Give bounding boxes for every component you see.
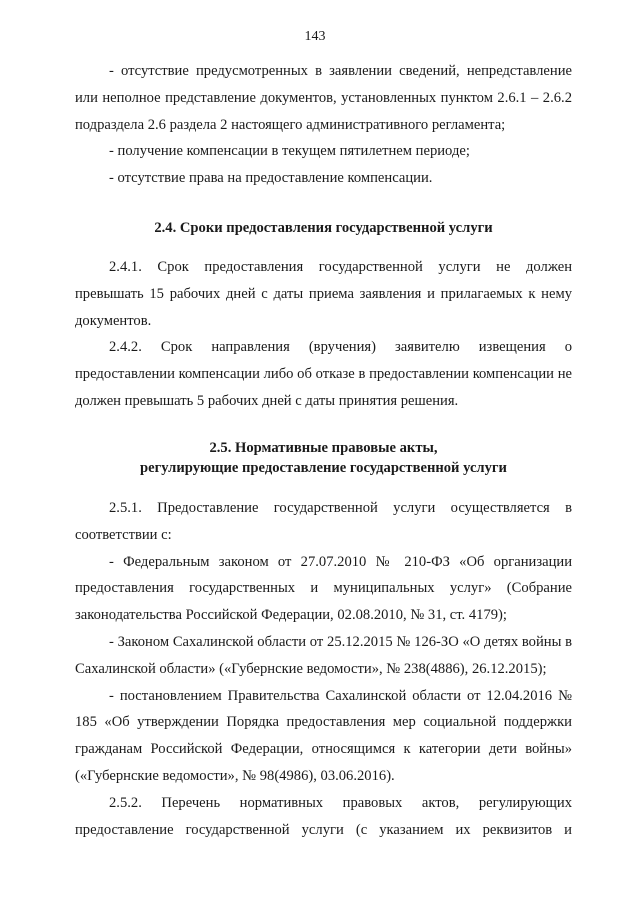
paragraph: - постановлением Правительства Сахалинской области от 12.04.2016 № 185 «Об утверждении Порядка предоставления мер социальной поддержки гражданам Российской Федерации, относящимся к категории дети войны» («Губернские ведомости», № 98(4986), 03.06.2016).: [75, 687, 572, 784]
paragraph: 2.4.2. Срок направления (вручения) заявителю извещения о предоставлении компенсации либо об отказе в предоставлении компенсации не должен превышать 5 рабочих дней с даты принятия решения.: [75, 339, 572, 409]
paragraph: 2.5.1. Предоставление государственной услуги осуществляется в соответствии с:: [75, 500, 572, 543]
paragraph: 2.4.1. Срок предоставления государственной услуги не должен превышать 15 рабочих дней с даты приема заявления и прилагаемых к нему документов.: [75, 259, 572, 329]
paragraph: - получение компенсации в текущем пятилетнем периоде;: [109, 143, 470, 160]
section-heading-2-5: 2.5. Нормативные правовые акты, регулирующие предоставление государственной услуги: [140, 440, 507, 476]
paragraph: - Законом Сахалинской области от 25.12.2015 № 126-ЗО «О детях войны в Сахалинской области» («Губернские ведомости», № 238(4886), 26.12.2015);: [75, 633, 572, 677]
section-2-4-body: [75, 254, 572, 415]
paragraph: - отсутствие предусмотренных в заявлении сведений, непредставление или неполное представление документов, установленных пунктом 2.6.1 – 2.6.2 подраздела 2.6 раздела 2 настоящего административного регламента;: [75, 63, 572, 133]
paragraph: 2.5.2. Перечень нормативных правовых актов, регулирующих предоставление государственной услуги (с указанием их реквизитов и: [75, 794, 572, 838]
section-2-5-body: [75, 495, 572, 843]
page-number: 143: [304, 29, 326, 44]
paragraph: - отсутствие права на предоставление компенсации.: [109, 170, 433, 187]
section-heading-2-4: 2.4. Сроки предоставления государственной услуги: [154, 220, 493, 236]
paragraph: - Федеральным законом от 27.07.2010 № 210-ФЗ «Об организации предоставления государственных и муниципальных услуг» (Собрание законодательства Российской Федерации, 02.08.2010, № 31, ст. 4179);: [75, 553, 572, 624]
intro-block: [75, 58, 572, 192]
